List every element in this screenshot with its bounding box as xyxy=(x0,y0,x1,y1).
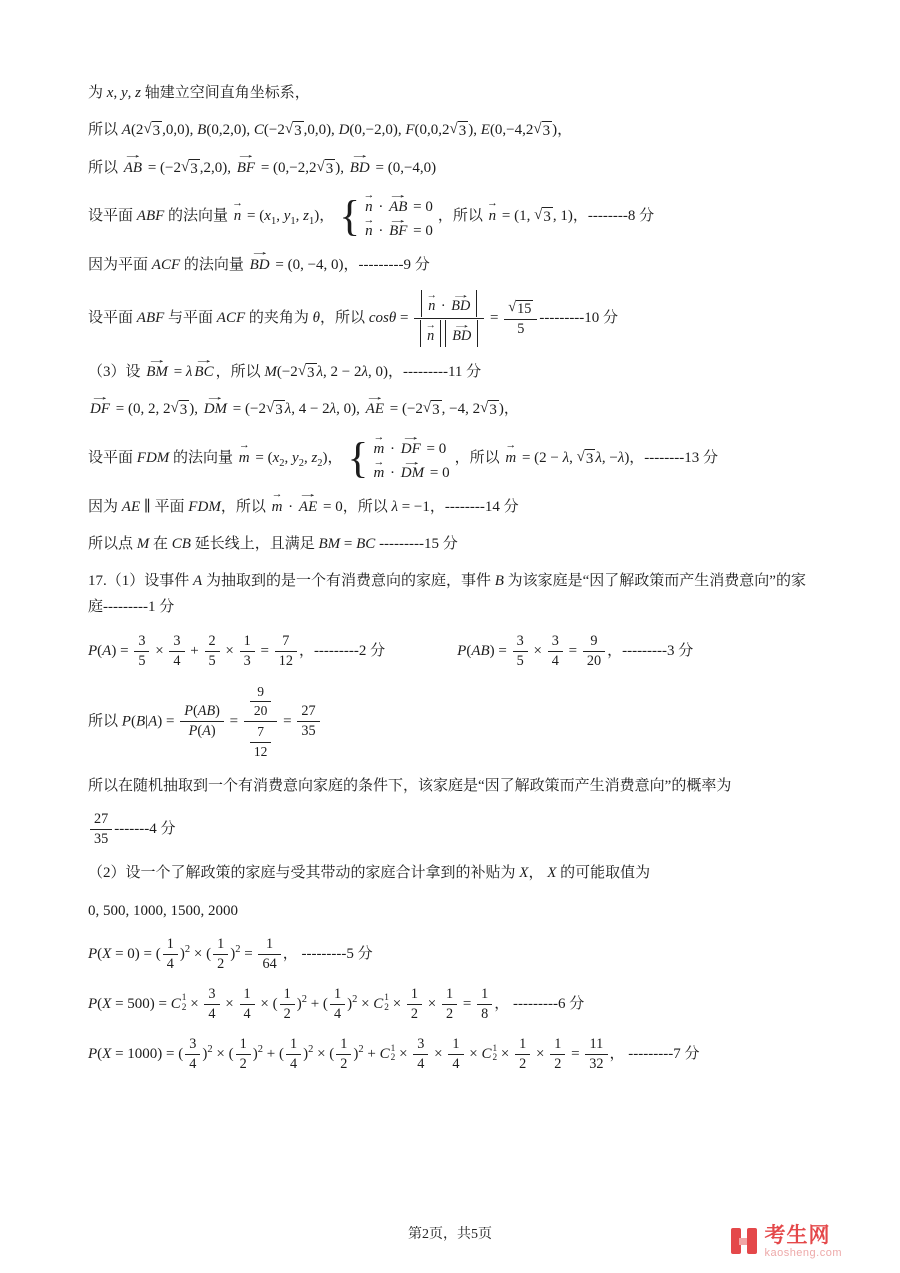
math-line: 设平面 ABF 的法向量 n → = ($x_1$, $y_1$, $z_1$)， { n → · AB → = 0 n → · BF → = 0 ，所以 n → = (1, √ 3 , 1)，--------8 分 xyxy=(88,192,824,241)
math-line: 设平面 ABF 与平面 ACF 的夹角为 θ，所以 cosθ = $\frac{n \to \cdot BD \to}{n \to BD}$ → = √ 15 5 ---------10 分 xyxy=(88,289,824,348)
math-line: 17.（1）设事件 A 为抽取到的是一个有消费意向的家庭，事件 B 为该家庭是“因了解政策而产生消费意向”的家庭---------1 分 xyxy=(88,573,806,616)
math-line: $\frac{27}{35}$ -------4 分 xyxy=(88,810,824,849)
math-line: P(X = 1000) = ( $\frac{3}{4}$ )$^2$ × ( $\frac{1}{2}$ )$^2$ + ( $\frac{1}{4}$ )$^2$ × ( $\frac{1}{2}$ )$^2$ + C 1 2 × $\frac{3}{4}$ × $\frac{1}{4}$ × C 1 2 × $\frac{1}{2}$ × $\frac{1}{2}$ = $\frac{11}{32}$ ， ---------7 分 xyxy=(88,1036,700,1073)
kaosheng-watermark xyxy=(731,1224,842,1259)
math-line: 0, 500, 1000, 1500, 2000 xyxy=(88,902,238,919)
watermark-site-domain: kaosheng.com xyxy=(764,1246,842,1259)
math-line: 设平面 FDM 的法向量 m → = ($x_2$, $y_2$, $z_2$)， { m → · DF → = 0 m → · DM → = 0 ，所以 m → = (2 − λ, √ 3 λ, −λ)，--------13 分 xyxy=(88,434,824,483)
math-line: P(X = 0) = ( $\frac{1}{4}$ )$^2$ × ( $\frac{1}{2}$ )$^2$ = $\frac{1}{64}$ ， ---------5 分 xyxy=(88,935,373,972)
math-line: 所以 P(B|A) = $\frac{P(AB)}{P(A)}$ = $\frac{\frac{9}{20}}{\frac{7}{12}}$ = $\frac{27}{35}$ xyxy=(88,682,824,762)
watermark-site-name: 考生网 xyxy=(764,1223,831,1247)
math-line: P(X = 500) = C 1 2 × $\frac{3}{4}$ × $\frac{1}{4}$ × ( $\frac{1}{2}$ )$^2$ + ( $\frac{1}{4}$ )$^2$ × C 1 2 × $\frac{1}{2}$ × $\frac{1}{2}$ = $\frac{1}{8}$ ， ---------6 分 xyxy=(88,985,585,1023)
math-line: 所以在随机抽取到一个有消费意向家庭的条件下，该家庭是“因了解政策而产生消费意向”的概率为 xyxy=(88,777,732,794)
math-line: （2）设一个了解政策的家庭与受其带动的家庭合计拿到的补贴为 X， X 的可能取值为 xyxy=(88,865,651,882)
math-line: 为 x, y, z 轴建立空间直角坐标系， xyxy=(88,85,310,101)
math-line: 所以 A(2 √ 3 ,0,0), B(0,2,0), C(−2 √ 3 ,0,0), D(0,−2,0), F(0,0,2 √ 3 ), E(0,−4,2 √ 3 )， xyxy=(88,121,573,140)
math-line: DF → = (0, 2, 2 √ 3 ), DM → = (−2 √ 3 λ, 4 − 2λ, 0), AE → = (−2 √ 3 , −4, 2 √ 3 )， xyxy=(88,396,824,422)
math-line: （3）设 BM → = λ BC → ，所以 M(−2 √ 3 λ, 2 − 2λ, 0)，---------11 分 xyxy=(88,359,824,385)
math-line: 所以 AB → = (−2 √ 3 ,2,0), BF → = (0,−2,2 √ 3 ), BD → = (0,−4,0) xyxy=(88,155,824,181)
math-line: 所以点 M 在 CB 延长线上，且满足 BM = BC ---------15 分 xyxy=(88,535,458,552)
math-line: 因为平面 ACF 的法向量 BD → = (0, −4, 0)，---------9 分 xyxy=(88,252,824,278)
math-line: P(A) = $\frac{3}{5}$ × $\frac{3}{4}$ + $\frac{2}{5}$ × $\frac{1}{3}$ = $\frac{7}{12}$ ，---------2 分 P(AB) = $\frac{3}{5}$ × $\frac{3}{4}$ = $\frac{9}{20}$ ，---------3 分 xyxy=(88,632,694,669)
math-line: 因为 AE ∥ 平面 FDM，所以 m → · AE → = 0，所以 λ = −1，--------14 分 xyxy=(88,494,824,520)
page-number-text: 第2页，共5页 xyxy=(408,1227,492,1242)
kaosheng-logo-icon xyxy=(731,1228,757,1254)
solution-content xyxy=(88,80,824,1085)
